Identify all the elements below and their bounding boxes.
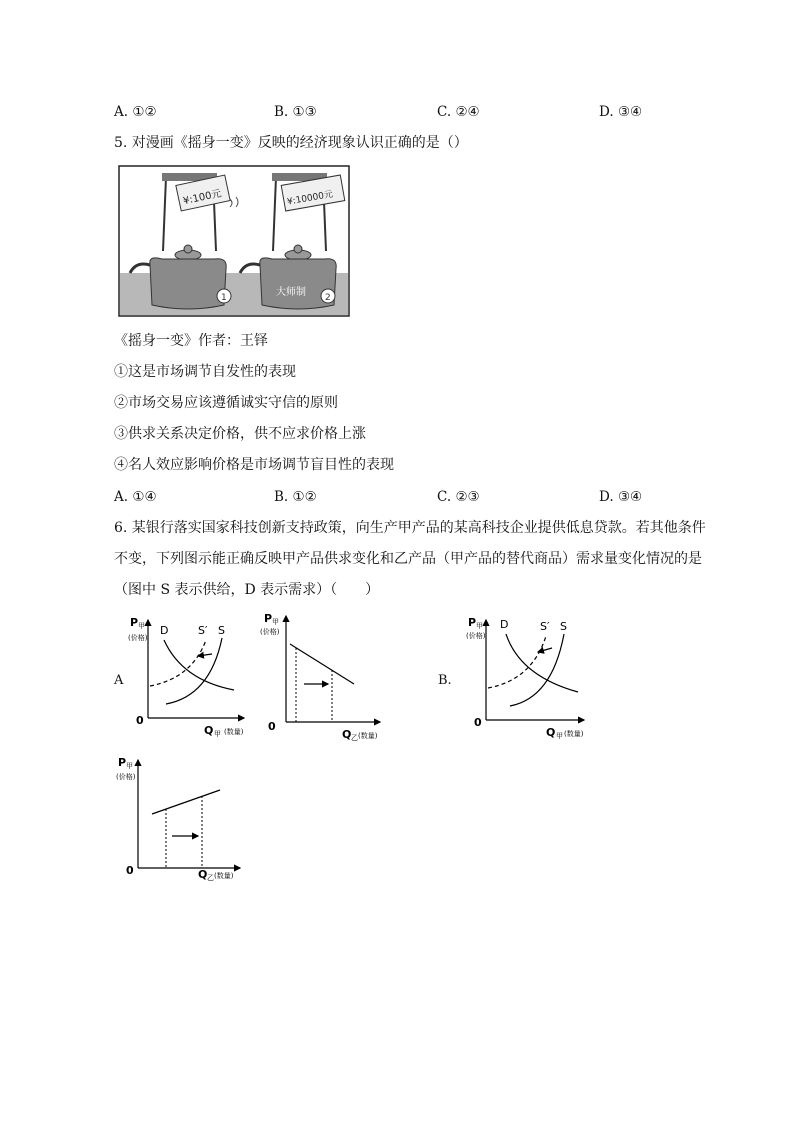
q5-option-d[interactable]: D. ③④ bbox=[599, 489, 643, 505]
graph-a-yi-quantity bbox=[256, 608, 386, 748]
q4-option-c[interactable]: C. ②④ bbox=[437, 104, 480, 120]
svg-text:(数量): (数量) bbox=[358, 732, 378, 740]
svg-text:甲: 甲 bbox=[214, 730, 221, 738]
svg-text:2: 2 bbox=[325, 293, 331, 303]
svg-text:Q: Q bbox=[342, 728, 352, 741]
svg-text:¥:100元: ¥:100元 bbox=[182, 188, 223, 208]
q4-option-b[interactable]: B. ①③ bbox=[274, 104, 317, 120]
svg-text:S: S bbox=[560, 620, 567, 633]
q5-option-b[interactable]: B. ①② bbox=[274, 489, 317, 505]
q4-option-a[interactable]: A. ①② bbox=[114, 104, 157, 120]
svg-text:乙: 乙 bbox=[207, 874, 214, 882]
svg-text:甲: 甲 bbox=[556, 732, 563, 740]
svg-text:S′: S′ bbox=[540, 620, 550, 633]
svg-text:D: D bbox=[500, 618, 509, 631]
graph-a-supply-demand bbox=[122, 612, 252, 742]
svg-text:(价格): (价格) bbox=[116, 773, 136, 781]
cartoon-image bbox=[118, 165, 350, 317]
q6-option-a-label[interactable]: A bbox=[114, 673, 124, 688]
svg-text:P: P bbox=[130, 616, 139, 629]
q5-stem: 5. 对漫画《摇身一变》反映的经济现象认识正确的是（） bbox=[114, 135, 468, 151]
statement-1: ①这是市场调节自发性的表现 bbox=[114, 364, 296, 380]
q6-stem-line2: 不变，下列图示能正确反映甲产品供求变化和乙产品（甲产品的替代商品）需求量变化情况的是 bbox=[114, 551, 702, 567]
svg-text:(数量): (数量) bbox=[564, 730, 584, 738]
statement-2: ②市场交易应该遵循诚实守信的原则 bbox=[114, 395, 338, 411]
graph-b-supply-demand bbox=[460, 612, 596, 746]
graph-b-yi-quantity bbox=[114, 752, 254, 886]
svg-text:乙: 乙 bbox=[351, 734, 358, 742]
svg-text:(价格): (价格) bbox=[466, 632, 486, 640]
statement-4: ④名人效应影响价格是市场调节盲目性的表现 bbox=[114, 457, 394, 473]
svg-text:大师制: 大师制 bbox=[276, 287, 306, 298]
svg-text:P: P bbox=[468, 616, 477, 629]
svg-text:1: 1 bbox=[221, 293, 227, 303]
svg-text:甲: 甲 bbox=[126, 762, 133, 770]
svg-text:0: 0 bbox=[474, 716, 482, 729]
svg-text:D: D bbox=[160, 624, 169, 637]
svg-text:P: P bbox=[264, 612, 273, 625]
svg-text:Q: Q bbox=[198, 868, 208, 881]
q5-option-a[interactable]: A. ①④ bbox=[114, 489, 157, 505]
q4-option-d[interactable]: D. ③④ bbox=[599, 104, 643, 120]
svg-text:Q: Q bbox=[204, 724, 214, 737]
svg-text:S′: S′ bbox=[198, 624, 208, 637]
svg-text:0: 0 bbox=[126, 864, 134, 877]
statement-3: ③供求关系决定价格，供不应求价格上涨 bbox=[114, 426, 366, 442]
svg-text:(数量): (数量) bbox=[224, 728, 244, 736]
svg-text:甲: 甲 bbox=[272, 618, 279, 626]
svg-text:P: P bbox=[118, 756, 127, 769]
svg-text:甲: 甲 bbox=[476, 622, 483, 630]
cartoon-caption: 《摇身一变》作者：王铎 bbox=[114, 333, 268, 349]
svg-text:0: 0 bbox=[268, 720, 276, 733]
q6-option-b-label[interactable]: B. bbox=[438, 673, 452, 688]
svg-text:(价格): (价格) bbox=[128, 634, 148, 642]
svg-text:(数量): (数量) bbox=[214, 872, 234, 880]
q6-stem-line3: （图中 S 表示供给，D 表示需求）（ ） bbox=[114, 582, 380, 598]
svg-text:(价格): (价格) bbox=[260, 628, 280, 636]
svg-text:S: S bbox=[218, 624, 225, 637]
svg-text:¥:10000元: ¥:10000元 bbox=[286, 189, 334, 208]
q6-stem-line1: 6. 某银行落实国家科技创新支持政策，向生产甲产品的某高科技企业提供低息贷款。若其他条件 bbox=[114, 520, 706, 536]
svg-text:甲: 甲 bbox=[138, 622, 145, 630]
svg-text:0: 0 bbox=[136, 714, 144, 727]
svg-text:Q: Q bbox=[546, 726, 556, 739]
q5-option-c[interactable]: C. ②③ bbox=[437, 489, 480, 505]
